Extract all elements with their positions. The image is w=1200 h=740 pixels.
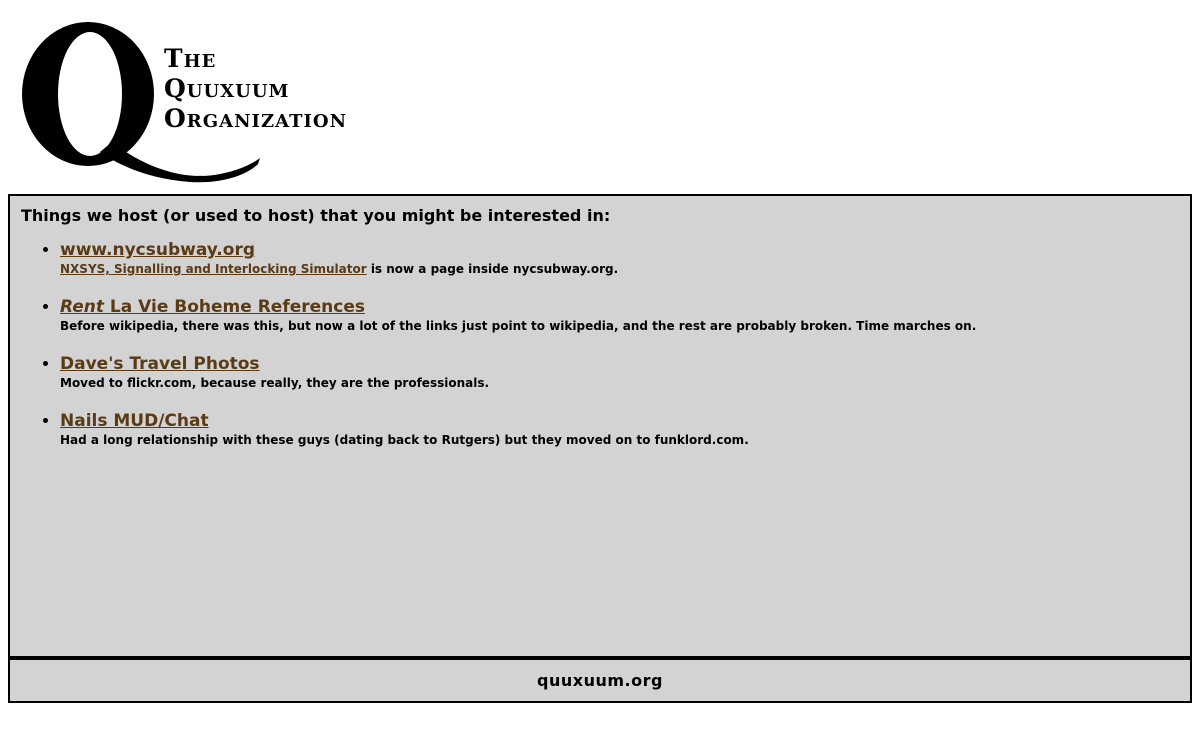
travel-photos-link[interactable]: Dave's Travel Photos: [60, 354, 260, 374]
nxsys-link[interactable]: NXSYS, Signalling and Interlocking Simulator: [60, 262, 367, 276]
rent-italic: Rent: [60, 297, 105, 317]
logo-line-organization: Organization: [164, 104, 348, 133]
travel-photos-description: Moved to flickr.com, because really, they are the professionals.: [60, 376, 490, 390]
list-item-rent: [60, 296, 976, 353]
footer: [8, 656, 1192, 703]
list-item-nycsubway: [60, 239, 976, 296]
nails-mud-link[interactable]: Nails MUD/Chat: [60, 411, 209, 431]
list-item-travel-photos: [60, 353, 976, 410]
rent-description: Before wikipedia, there was this, but now a lot of the links just point to wikipedia, and the rest are probably broken. Time marches on.: [60, 319, 977, 333]
logo-line-the: The: [164, 44, 217, 73]
nycsubway-description: [60, 261, 976, 277]
logo-line-quuxuum: Quuxuum: [164, 74, 290, 103]
logo-wordmark: [164, 44, 347, 134]
header-logo: [0, 0, 1200, 194]
rent-references-link[interactable]: [60, 297, 365, 317]
list-item-nails-mud: [60, 410, 976, 467]
hosted-sites-panel: [8, 194, 1192, 659]
nycsubway-link[interactable]: www.nycsubway.org: [60, 240, 256, 260]
nails-mud-description: Had a long relationship with these guys (dating back to Rutgers) but they moved on to funklord.com.: [60, 433, 749, 447]
intro-heading: Things we host (or used to host) that you might be interested in:: [21, 206, 611, 225]
nycsubway-desc-text: is now a page inside nycsubway.org.: [366, 262, 619, 276]
rent-link-text: La Vie Boheme References: [104, 297, 366, 317]
footer-domain: quuxuum.org: [537, 671, 663, 690]
hosted-sites-list: [10, 239, 976, 467]
